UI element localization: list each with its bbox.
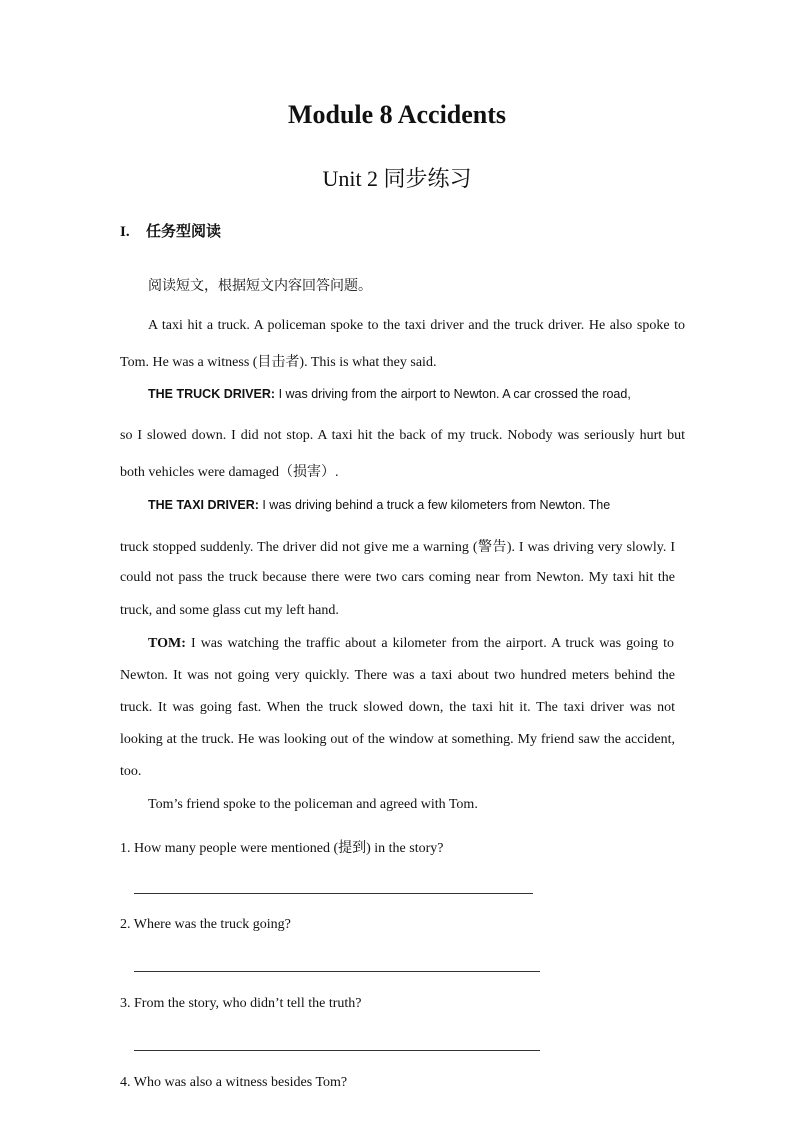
tom-text: I was watching the traffic about a kilometer from the airport. A truck was going to (185, 636, 674, 651)
truck-driver-text: I was driving from the airport to Newton. A car crossed the road, (275, 387, 631, 401)
page-subtitle: Unit 2 同步练习 (322, 166, 472, 191)
answer-line-3[interactable] (134, 1050, 540, 1051)
truck-driver-line-3: both vehicles were damaged（损害）. (120, 465, 339, 480)
taxi-driver-line-3: could not pass the truck because there were two cars coming near from Newton. My taxi hit the (120, 570, 675, 585)
page-title: Module 8 Accidents (287, 100, 507, 129)
tom-line-3: truck. It was going fast. When the truck slowed down, the taxi hit it. The taxi driver was not (120, 700, 675, 715)
passage-intro-line-1: A taxi hit a truck. A policeman spoke to the taxi driver and the truck driver. He also spoke to (148, 318, 685, 333)
question-3: 3. From the story, who didn’t tell the truth? (120, 996, 362, 1011)
tom-line-5: too. (120, 764, 142, 779)
truck-driver-line-2: so I slowed down. I did not stop. A taxi hit the back of my truck. Nobody was seriously hurt but (120, 428, 685, 443)
tom-statement (148, 636, 674, 652)
passage-intro-line-2: Tom. He was a witness (目击者). This is what they said. (120, 355, 437, 370)
tom-line-4: looking at the truck. He was looking out of the window at something. My friend saw the accident, (120, 732, 675, 747)
section-title: 任务型阅读 (146, 222, 222, 240)
truck-driver-statement (148, 387, 631, 401)
truck-driver-label: THE TRUCK DRIVER: (148, 387, 276, 401)
taxi-driver-line-4: truck, and some glass cut my left hand. (120, 603, 339, 618)
instruction-text: 阅读短文，根据短文内容回答问题。 (148, 278, 372, 294)
question-1: 1. How many people were mentioned (提到) in the story? (120, 841, 444, 856)
answer-line-1[interactable] (134, 893, 533, 894)
taxi-driver-label: THE TAXI DRIVER: (148, 498, 259, 512)
question-4: 4. Who was also a witness besides Tom? (120, 1075, 348, 1090)
answer-line-2[interactable] (134, 971, 540, 972)
passage-closing: Tom’s friend spoke to the policeman and agreed with Tom. (148, 797, 478, 812)
taxi-driver-line-2: truck stopped suddenly. The driver did not give me a warning (警告). I was driving very slowly. I (120, 540, 675, 555)
question-2: 2. Where was the truck going? (120, 917, 291, 932)
tom-line-2: Newton. It was not going very quickly. There was a taxi about two hundred meters behind the (120, 668, 675, 683)
taxi-driver-text: I was driving behind a truck a few kilometers from Newton. The (258, 498, 611, 512)
taxi-driver-statement (148, 498, 610, 512)
tom-label: TOM: (148, 636, 186, 651)
section-number: I. (120, 224, 130, 240)
